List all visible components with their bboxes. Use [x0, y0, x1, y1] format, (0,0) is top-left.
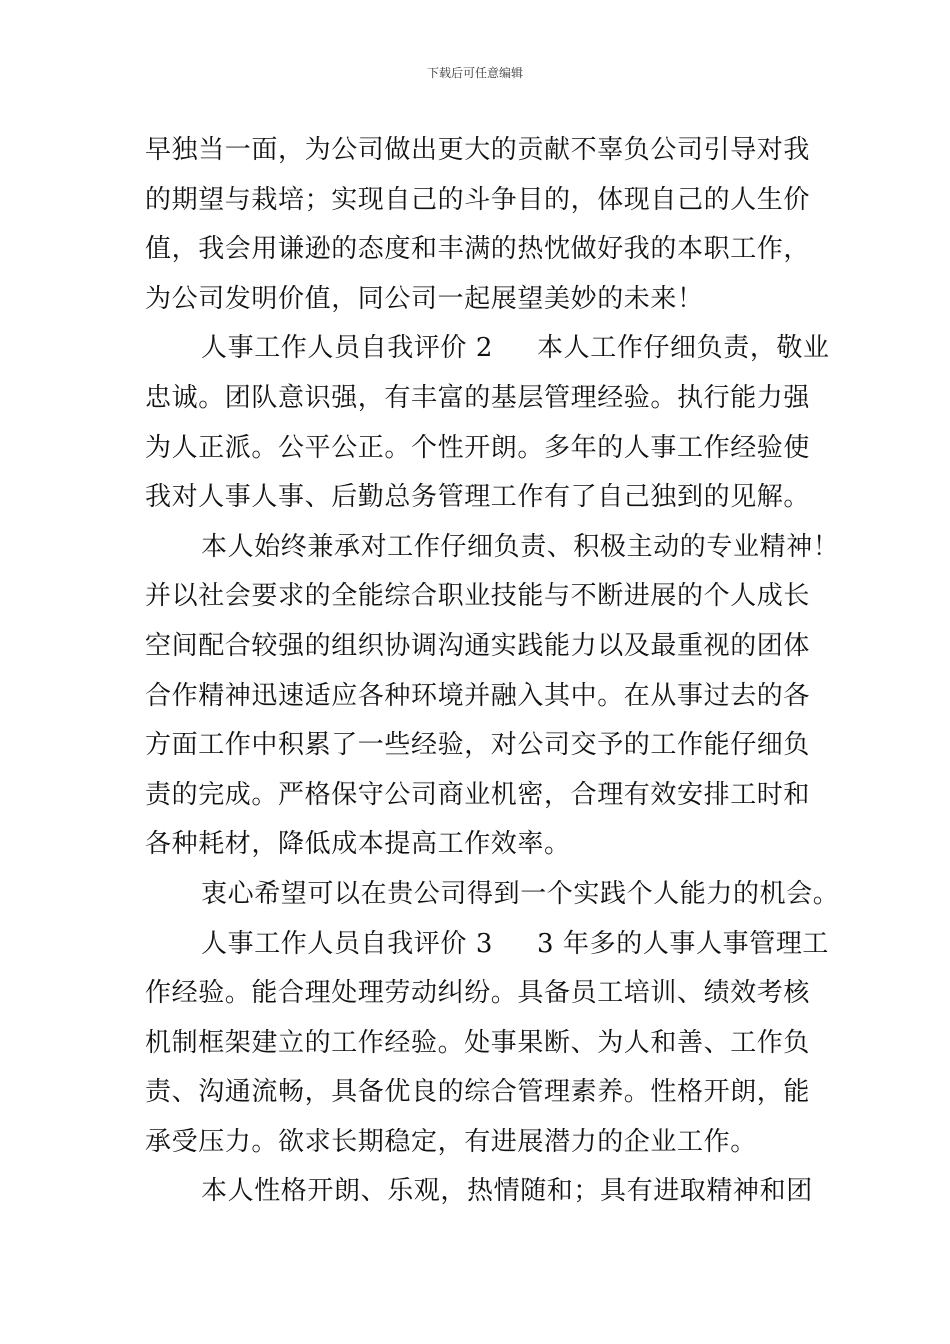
text-line: 为公司发明价值，同公司一起展望美妙的未来！ — [145, 283, 704, 314]
text-line: 的期望与栽培；实现自己的斗争目的，体现自己的人生价 — [145, 184, 811, 215]
text-line: 本人性格开朗、乐观，热情随和；具有进取精神和团 — [201, 1176, 813, 1207]
text-line: 方面工作中积累了一些经验，对公司交予的工作能仔细负 — [145, 730, 811, 761]
text-line: 忠诚。团队意识强，有丰富的基层管理经验。执行能力强 — [145, 382, 811, 413]
section-heading-line — [145, 920, 830, 970]
document-body — [145, 126, 840, 1217]
text-line: 承受压力。欲求长期稳定，有进展潜力的企业工作。 — [145, 1126, 757, 1157]
text-line: 并以社会要求的全能综合职业技能与不断进展的个人成长 — [145, 581, 811, 612]
text-line: 值，我会用谦逊的态度和丰满的热忱做好我的本职工作， — [145, 234, 811, 265]
page-header: 下载后可任意编辑 — [426, 66, 523, 80]
text-line: 机制框架建立的工作经验。处事果断、为人和善、工作负 — [145, 1027, 811, 1058]
text-line: 为人正派。公平公正。个性开朗。多年的人事工作经验使 — [145, 432, 811, 463]
section-text: 本人工作仔细负责，敬业 — [537, 333, 830, 364]
text-line: 早独当一面，为公司做出更大的贡献不辜负公司引导对我 — [145, 135, 811, 165]
text-line: 空间配合较强的组织协调沟通实践能力以及最重视的团体 — [145, 630, 811, 661]
text-line: 我对人事人事、后勤总务管理工作有了自己独到的见解。 — [145, 482, 811, 513]
text-line: 各种耗材，降低成本提高工作效率。 — [145, 829, 571, 860]
section-text: 3 年多的人事人事管理工 — [537, 928, 830, 959]
text-line: 责、沟通流畅，具备优良的综合管理素养。性格开朗，能 — [145, 1077, 811, 1108]
section-heading: 人事工作人员自我评价 2 — [201, 333, 494, 364]
section-heading: 人事工作人员自我评价 3 — [201, 928, 494, 959]
section-heading-line — [145, 324, 830, 374]
text-line: 本人始终兼承对工作仔细负责、积极主动的专业精神！ — [201, 531, 840, 562]
text-line: 作经验。能合理处理劳动纠纷。具备员工培训、绩效考核 — [145, 978, 811, 1009]
text-line: 衷心希望可以在贵公司得到一个实践个人能力的机会。 — [201, 878, 840, 909]
text-line: 责的完成。严格保守公司商业机密，合理有效安排工时和 — [145, 779, 811, 810]
text-line: 合作精神迅速适应各种环境并融入其中。在从事过去的各 — [145, 680, 811, 711]
